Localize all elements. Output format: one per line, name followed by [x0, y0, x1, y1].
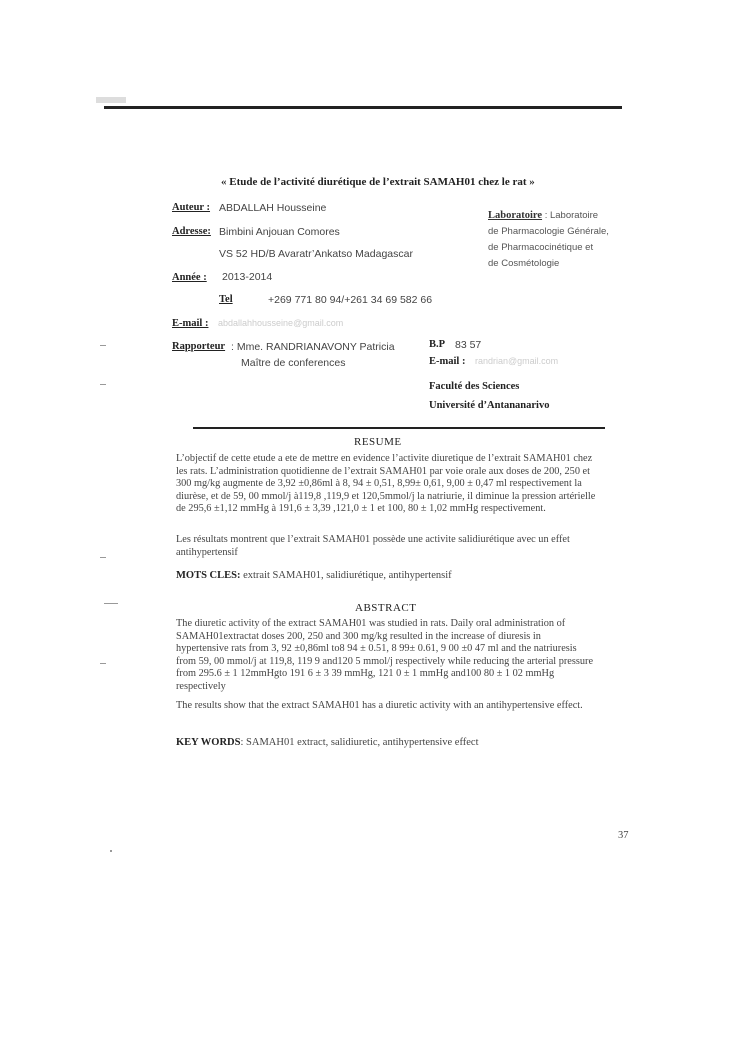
laboratory-line: de Pharmacocinétique et: [488, 242, 594, 253]
reporter-value: : Mme. RANDRIANAVONY Patricia: [231, 341, 395, 353]
address-label: Adresse:: [172, 226, 211, 237]
year-value: 2013-2014: [222, 271, 273, 283]
resume-paragraph-1: L’objectif de cette etude a ete de mettre en evidence l’activite diuretique de l’extrait SAMAH01 chez les rats. L’administration quotidienne de l’extrait SAMAH01 par voie orale aux doses de 200, 250 et 300 mg/kg augmente de 3,92 ±0,86ml à 8, 94 ± 0,51, 8,99± 0,61, 9,00 ± 0,47 ml respectivement la diurèse, et de 59, 00 mmol/j à119,8 ,119,9 et 120,5mmol/j la natriurie, il diminue la pression artérielle de 295,6 ±1,12 mmHg à 191,6 ± 3,39 ,121,0 ± 1 et 100, 80 ± 1,02 mmHg respectivement.: [176, 453, 596, 515]
scan-artifact: [100, 557, 106, 558]
header-rule: [104, 106, 622, 109]
email-label: E-mail :: [172, 318, 209, 329]
scan-artifact: [100, 345, 106, 346]
email-value[interactable]: abdallahhousseine@gmail.com: [218, 318, 344, 328]
author-value: ABDALLAH Housseine: [219, 202, 327, 214]
abstract-paragraph-2: The results show that the extract SAMAH01 has a diuretic activity with an antihypertensive effect.: [176, 700, 583, 711]
address-line1: Bimbini Anjouan Comores: [219, 226, 340, 238]
resume-keywords-label: MOTS CLES:: [176, 570, 241, 581]
tel-value: +269 771 80 94/+261 34 69 582 66: [268, 294, 433, 306]
reporter-title: Maître de conferences: [241, 357, 346, 369]
laboratory-label: Laboratoire: [488, 210, 543, 221]
bp-value: 83 57: [455, 339, 482, 351]
resume-heading: RESUME: [354, 436, 402, 448]
scan-artifact: [104, 603, 118, 604]
abstract-paragraph-1: The diuretic activity of the extract SAMAH01 was studied in rats. Daily oral administration of SAMAH01extractat doses 200, 250 and 300 mg/kg resulted in the increase of diuresis in hypertensive rats from 3, 92 ±0,86ml to8 94 ± 0.51, 8 99± 0.61, 9 00 ±0 47 ml and the natriuresis from 59, 00 mmol/j at 119,8, 119 9 and120 5 mmol/j respectively while reducing the arterial pressure from 295.6 ± 1 12mmHgto 191 6 ± 3 39 mmHg, 121 0 ± 1 mmHg and100 80 ± 1 02 mmHg respectively: [176, 618, 594, 692]
document-title: « Etude de l’activité diurétique de l’extrait SAMAH01 chez le rat »: [221, 176, 535, 188]
abstract-keywords: [176, 737, 479, 748]
abstract-heading: ABSTRACT: [355, 602, 417, 614]
reporter-label: Rapporteur: [172, 341, 226, 352]
abstract-keywords-text: : SAMAH01 extract, salidiuretic, antihypertensive effect: [240, 737, 479, 748]
scan-artifact: [96, 97, 126, 103]
scan-artifact: [110, 850, 112, 852]
bp-label: B.P: [429, 339, 446, 350]
tel-label: Tel: [219, 294, 233, 305]
author-label: Auteur :: [172, 202, 211, 213]
laboratory-line: : Laboratoire: [544, 210, 599, 221]
resume-keywords: [176, 570, 452, 581]
page-number: 37: [618, 830, 629, 841]
resume-keywords-text: extrait SAMAH01, salidiurétique, antihypertensif: [243, 570, 452, 581]
section-rule: [193, 427, 605, 429]
laboratory-line: de Cosmétologie: [488, 258, 560, 269]
email2-value[interactable]: randrian@gmail.com: [475, 356, 559, 366]
laboratory-line: de Pharmacologie Générale,: [488, 226, 609, 237]
resume-paragraph-2: Les résultats montrent que l’extrait SAMAH01 possède une activite salidiurétique avec un effet antihypertensif: [176, 534, 570, 558]
year-label: Année :: [172, 272, 207, 283]
faculty-name: Faculté des Sciences: [429, 381, 520, 392]
address-line2: VS 52 HD/B Avaratr’Ankatso Madagascar: [219, 248, 413, 260]
scan-artifact: [100, 384, 106, 385]
laboratory-block: [488, 208, 609, 272]
abstract-keywords-label: KEY WORDS: [176, 737, 241, 748]
scan-artifact: [100, 663, 106, 664]
university-name: Université d’Antananarivo: [429, 400, 550, 411]
email2-label: E-mail :: [429, 356, 466, 367]
